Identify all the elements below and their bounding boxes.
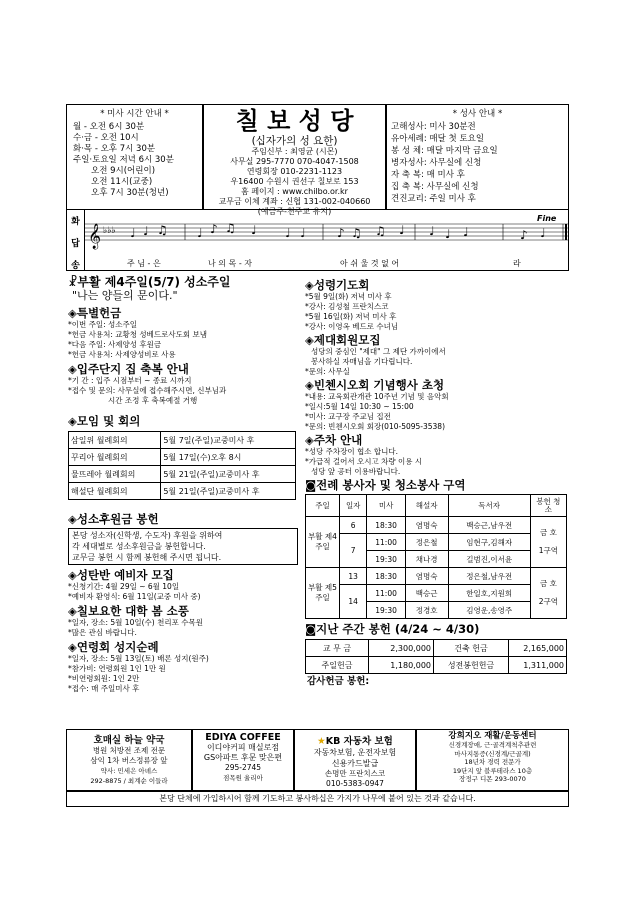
sacrament-line: 견진교리: 주일 미사 후 [391, 194, 476, 204]
svg-text:♩: ♩ [463, 225, 469, 239]
table-row [306, 517, 567, 534]
footer-text: 본당 단체에 가입하시어 함께 기도하고 봉사하십은 가지가 나무에 붙어 있는 것과 같습니다. [159, 794, 476, 803]
left-column [68, 275, 302, 694]
offering-label: 주일헌금 [306, 657, 369, 674]
section-title: ◈빈첸시오회 기념행사 초청 [305, 378, 445, 392]
ad-line: 18년차 경력 전문가 [464, 758, 521, 766]
hymn-label-char: 답 [71, 239, 80, 249]
section-title: ◈성령기도회 [305, 278, 370, 292]
mass-line: 오후 7시 30분(청년) [91, 188, 169, 198]
section-title: ◈칠보요한 대학 봄 소풍 [68, 604, 189, 618]
ad-line: 마사지통증(신경계/근골계) [454, 749, 531, 758]
homepage[interactable]: 홈 페이지 : www.chilbo.or.kr [241, 187, 348, 196]
info-line: *다음 주일: 사제양성 후원금 [68, 340, 162, 349]
ad-pharmacy [66, 729, 192, 791]
info-line: *강사: 김성철 프란치스코 [305, 302, 389, 311]
ad-line: GS아파트 후문 맞은편 [203, 753, 283, 762]
section-title: ◈성탄반 예비자 모집 [68, 568, 174, 582]
info-line: 각 세대별로 성소후원금을 봉헌합니다. [72, 542, 206, 551]
commentator-cell: 염명숙 [405, 568, 448, 585]
section-title: ◈성소후원금 봉헌 [68, 512, 159, 526]
svg-text:♩: ♩ [445, 227, 451, 241]
offering-amount: 2,300,000 [369, 640, 434, 657]
sunday-title-text: 부활 제4주일(5/7) 성소주일 [77, 275, 231, 289]
account-holder: (예금주-천주교 유지) [257, 207, 332, 216]
info-line: *참가비: 연령회원 1인 1만 원 [68, 664, 166, 673]
commentator-cell: 염명숙 [405, 517, 448, 534]
sacraments-list [387, 121, 568, 205]
info-line: *많은 관심 바랍니다. [68, 628, 137, 637]
mass-line: 수·금 - 오전 10시 [73, 133, 139, 143]
clean-cell [530, 568, 566, 619]
sunday-title [68, 275, 302, 289]
parish-info-box [203, 104, 386, 216]
meetings-table [68, 431, 296, 500]
col-header: 일자 [339, 495, 366, 517]
table-row [306, 534, 567, 551]
commentator-cell: 정경호 [405, 602, 448, 619]
hymn-row [66, 209, 569, 271]
col-header: 미사 [367, 495, 405, 517]
svg-text:♫: ♫ [375, 224, 386, 238]
lyric: 라 [513, 259, 521, 268]
meeting-time: 5월 17일(수)오후 8시 [161, 449, 296, 466]
section-title: ◈입주단지 집 축복 안내 [68, 362, 189, 376]
hymn-music-staff [85, 210, 568, 258]
table-row [69, 483, 296, 500]
week-cell: 부활 제5 주일 [306, 568, 340, 619]
offering-amount: 1,180,000 [369, 657, 434, 674]
offering-label: 교 무 금 [306, 640, 369, 657]
info-line: *접수 및 문의: 사무실에 접수해주시면, 신부님과 [68, 386, 227, 395]
right-column [305, 278, 570, 687]
table-row [306, 657, 567, 674]
table-row [69, 466, 296, 483]
svg-text:♩: ♩ [540, 226, 546, 240]
meeting-name: 꾸리아 월례회의 [69, 449, 161, 466]
offering-label: 건축 헌금 [434, 640, 509, 657]
vocation-box [68, 528, 298, 565]
table-row [69, 432, 296, 449]
svg-text:♫: ♫ [351, 226, 362, 240]
commentator-cell: 채나경 [405, 551, 448, 568]
pastor: 주임신부 : 최영균 (시몬) [251, 147, 338, 156]
hymn-label-char: 송 [71, 261, 80, 271]
meeting-name: 물뜨레아 월례회의 [69, 466, 161, 483]
week-cell: 부활 제4 주일 [306, 517, 340, 568]
sacrament-line: 고해성사: 미사 30분전 [391, 122, 476, 132]
svg-text:♪: ♪ [210, 222, 218, 236]
section-title: ◈특별헌금 [68, 306, 122, 320]
hymn-label-char: 화 [71, 217, 80, 227]
section-title: ◙전례 봉사자 및 청소봉사 구역 [305, 478, 466, 492]
table-row [306, 568, 567, 585]
ad-line: 삼익 1차 버스정류장 앞 [90, 756, 168, 765]
svg-text:♪: ♪ [520, 228, 528, 242]
info-line: *문의: 빈첸시오회 회장(010-5095-3538) [305, 422, 446, 431]
ad-line: 점목원 율리아 [223, 774, 263, 782]
mass-line: 오전 9시(어린이) [91, 166, 156, 176]
bank-account: 교무금 이체 계좌 : 신협 131-002-040660 [218, 197, 371, 206]
svg-text:♫: ♫ [157, 223, 168, 237]
info-line: *접수: 매 주일미사 후 [68, 684, 140, 693]
ad-line: 010-5383-0947 [326, 779, 384, 788]
meeting-name: 삼일위 월례회의 [69, 432, 161, 449]
ad-line: 292-8875 / 최계순 이들라 [90, 777, 168, 785]
funeral-phone: 연령회장 010-2231-1123 [246, 167, 343, 176]
ad-title: 강희지오 재활/운동센터 [448, 731, 537, 741]
mass-line: 화·목 - 오후 7시 30분 [73, 144, 156, 154]
chi-rho-icon: ☧ [68, 275, 78, 289]
parish-patron: (십자가의 성 요한) [251, 135, 338, 147]
info-line: *헌금 사용처: 교황청 성베드로사도회 보냄 [68, 330, 207, 339]
time-cell: 19:30 [367, 602, 405, 619]
day-cell: 6 [339, 517, 366, 534]
day-cell: 7 [339, 534, 366, 568]
gospel-quote: "나는 양들의 문이다." [72, 289, 178, 302]
lyric: 아 쉬 울 것 없 어 [340, 259, 400, 268]
ad-title: EDIYA COFFEE [205, 732, 281, 743]
reader-cell: 정은철,남우전 [448, 568, 530, 585]
sacrament-line: 봉 성 체: 매달 마지막 금요일 [391, 146, 498, 156]
col-header: 주일 [306, 495, 340, 517]
lyric: 주 님 - 은 [127, 259, 161, 268]
time-cell: 18:30 [367, 517, 405, 534]
commentator-cell: 백승근 [405, 585, 448, 602]
ad-title-text: KB 자동차 보험 [325, 736, 393, 747]
offering-table [305, 639, 567, 674]
info-line: *5월 9일(화) 저녁 미사 후 [305, 292, 392, 301]
day-cell: 14 [339, 585, 366, 619]
ad-coffee [192, 729, 294, 791]
info-line: *기 간 : 입주 시점부터 ~ 종료 시까지 [68, 376, 192, 385]
ad-line: 병원 처방전 조제 전문 [92, 746, 166, 755]
sacraments-title: * 성사 안내 * [452, 109, 503, 119]
sacraments-box [386, 104, 569, 210]
ad-line: 손명만 프란치스코 [324, 769, 386, 778]
ad-line: 약사: 민세은 아녜스 [100, 767, 158, 775]
mass-line: 오전 11시(교중) [91, 177, 153, 187]
table-row [306, 640, 567, 657]
ad-line: 장정구 디몬 293-0070 [459, 775, 526, 783]
offering-amount: 2,165,000 [509, 640, 567, 657]
info-line: *이번 주일: 성소주일 [68, 320, 138, 329]
ad-rehab-center [416, 729, 569, 791]
svg-text:♩: ♩ [429, 224, 435, 238]
table-row [69, 449, 296, 466]
info-line: *강사: 이영옥 베드로 수녀님 [305, 322, 399, 331]
info-line: *5월 16일(화) 저녁 미사 후 [305, 312, 397, 321]
day-cell: 13 [339, 568, 366, 585]
info-line: 성당 앞 공터 이용바랍니다. [311, 467, 401, 476]
hymn-lyrics [85, 258, 568, 270]
info-line: *신청기간: 4월 29일 ~ 6월 10일 [68, 582, 180, 591]
mass-line: 주일·토요일 저녁 6시 30분 [73, 155, 174, 165]
mass-times-title: * 미사 시간 안내 * [100, 109, 169, 119]
info-line: *가급적 걸어서 오시고 차량 이용 시 [305, 457, 423, 466]
col-header: 독서자 [448, 495, 530, 517]
section-title: ◈주차 안내 [305, 433, 363, 447]
time-cell: 11:00 [367, 585, 405, 602]
sacrament-line: 병자성사: 사무실에 신청 [391, 158, 482, 168]
clean-label: 금 호 [539, 579, 557, 588]
info-line: 성당의 중심인 "제대" 그 제단 가까이에서 [311, 347, 446, 356]
info-line: *일시:5월 14일 10:30 ~ 15:00 [305, 402, 414, 411]
info-line: *성당 주차장이 협소 합니다. [305, 447, 398, 456]
svg-text:♩: ♩ [197, 226, 203, 240]
offering-label: 성전봉헌헌금 [434, 657, 509, 674]
info-line: *내용: 교육회관개관 10주년 기념 및 음악회 [305, 392, 449, 401]
treble-clef-icon: 𝄞 [88, 224, 102, 249]
reader-cell: 길범진,이서윤 [448, 551, 530, 568]
col-header: 해설자 [405, 495, 448, 517]
meeting-name: 해설단 월례회의 [69, 483, 161, 500]
section-title: ◙지난 주간 봉헌 (4/24 ~ 4/30) [305, 622, 480, 636]
time-cell: 18:30 [367, 568, 405, 585]
meeting-time: 5월 7일(주일)교중미사 후 [161, 432, 296, 449]
meeting-time: 5월 21일(주일)교중미사 후 [161, 466, 296, 483]
address: 우16400 수원시 권선구 칠보로 153 [230, 177, 359, 186]
table-row [306, 585, 567, 602]
info-line: 교무금 봉헌 시 함께 봉헌해 주시면 됩니다. [72, 553, 222, 562]
footer-banner [66, 791, 569, 807]
section-title: ◈제대회원모집 [305, 333, 381, 347]
info-line: *헌금 사용처: 사제양성비로 사용 [68, 350, 176, 359]
clean-label: 금 호 [539, 528, 557, 537]
clean-area: 1구역 [538, 546, 559, 555]
section-title: ◈연령회 성지순례 [68, 640, 159, 654]
info-line: *일자, 장소: 5월 10일(수) 천리포 수목원 [68, 618, 203, 627]
info-line: *문의: 사무실 [305, 367, 350, 376]
svg-text:♫: ♫ [225, 221, 236, 235]
section-title: ◈모임 및 회의 [68, 414, 141, 428]
col-header: 봉헌 청소 [530, 495, 566, 517]
star-icon: ★ [317, 736, 326, 747]
ad-line: 19단지 앞 블루테라스 10층 [452, 766, 533, 775]
office-phone: 사무실 295-7770 070-4047-1508 [230, 157, 359, 166]
clean-area: 2구역 [538, 597, 559, 606]
info-line: 본당 성소자(신학생, 수도자) 후원을 위하여 [72, 531, 223, 540]
thanks-offering: 감사헌금 봉헌: [307, 676, 370, 687]
mass-times-list [67, 122, 202, 199]
fine-mark: Fine [537, 214, 557, 223]
sacrament-line: 자 축 복: 매 미사 후 [391, 170, 465, 180]
commentator-cell: 정은철 [405, 534, 448, 551]
lyric: 나 의 목 - 자 [208, 259, 252, 268]
info-line: *일자, 장소: 5월 13일(토) 배론 성지(원주) [68, 654, 209, 663]
ad-line: 신용카드발급 [331, 759, 379, 768]
mass-times-box [66, 104, 203, 210]
reader-cell: 한일호,지원희 [448, 585, 530, 602]
info-line: *예비자 환영식: 6월 11일(교중 미사 중) [68, 592, 201, 601]
flat-sign-icon: ♭♭♭ [103, 226, 116, 236]
meeting-time: 5월 21일(주일)교중미사 후 [161, 483, 296, 500]
hymn-label [67, 210, 85, 270]
info-line: 봉사하실 자매님을 기다립니다. [311, 357, 413, 366]
time-cell: 11:00 [367, 534, 405, 551]
mass-line: 월 - 오전 6시 30분 [73, 122, 145, 132]
svg-text:♩: ♩ [143, 224, 149, 238]
ad-insurance [294, 729, 416, 791]
table-header-row [306, 495, 567, 517]
ad-line: 자동차보험, 운전자보험 [313, 748, 397, 757]
offering-amount: 1,311,000 [509, 657, 567, 674]
svg-text:♪: ♪ [337, 226, 345, 240]
svg-text:♩: ♩ [251, 223, 257, 237]
reader-cell: 김영운,송영주 [448, 602, 530, 619]
svg-text:♩: ♩ [300, 226, 306, 240]
sacrament-line: 집 축 복: 사무실에 신청 [391, 182, 479, 192]
ad-line: 이디야커피 매실로점 [206, 743, 280, 752]
info-line: *비연령회원: 1인 2만 [68, 674, 140, 683]
svg-text:♩: ♩ [130, 226, 136, 240]
svg-text:♩: ♩ [399, 223, 405, 237]
clean-cell [530, 517, 566, 568]
reader-cell: 임현구,김해자 [448, 534, 530, 551]
info-line: 시간 조정 후 축복예절 거행 [108, 396, 198, 405]
ad-line: 295-2745 [224, 763, 262, 772]
ad-line: 신경계장애, 근·골격계척추관련 [448, 741, 537, 749]
info-line: *미사: 교구장 주교님 집전 [305, 412, 391, 421]
servers-table [305, 494, 567, 619]
reader-cell: 백승근,남우전 [448, 517, 530, 534]
svg-text:♩: ♩ [285, 226, 291, 240]
ad-title: 호매실 하늘 약국 [93, 735, 165, 746]
parish-name: 칠 보 성 당 [235, 106, 354, 135]
ad-title [295, 733, 415, 747]
sacrament-line: 유아세례: 매달 첫 토요일 [391, 134, 485, 144]
time-cell: 19:30 [367, 551, 405, 568]
